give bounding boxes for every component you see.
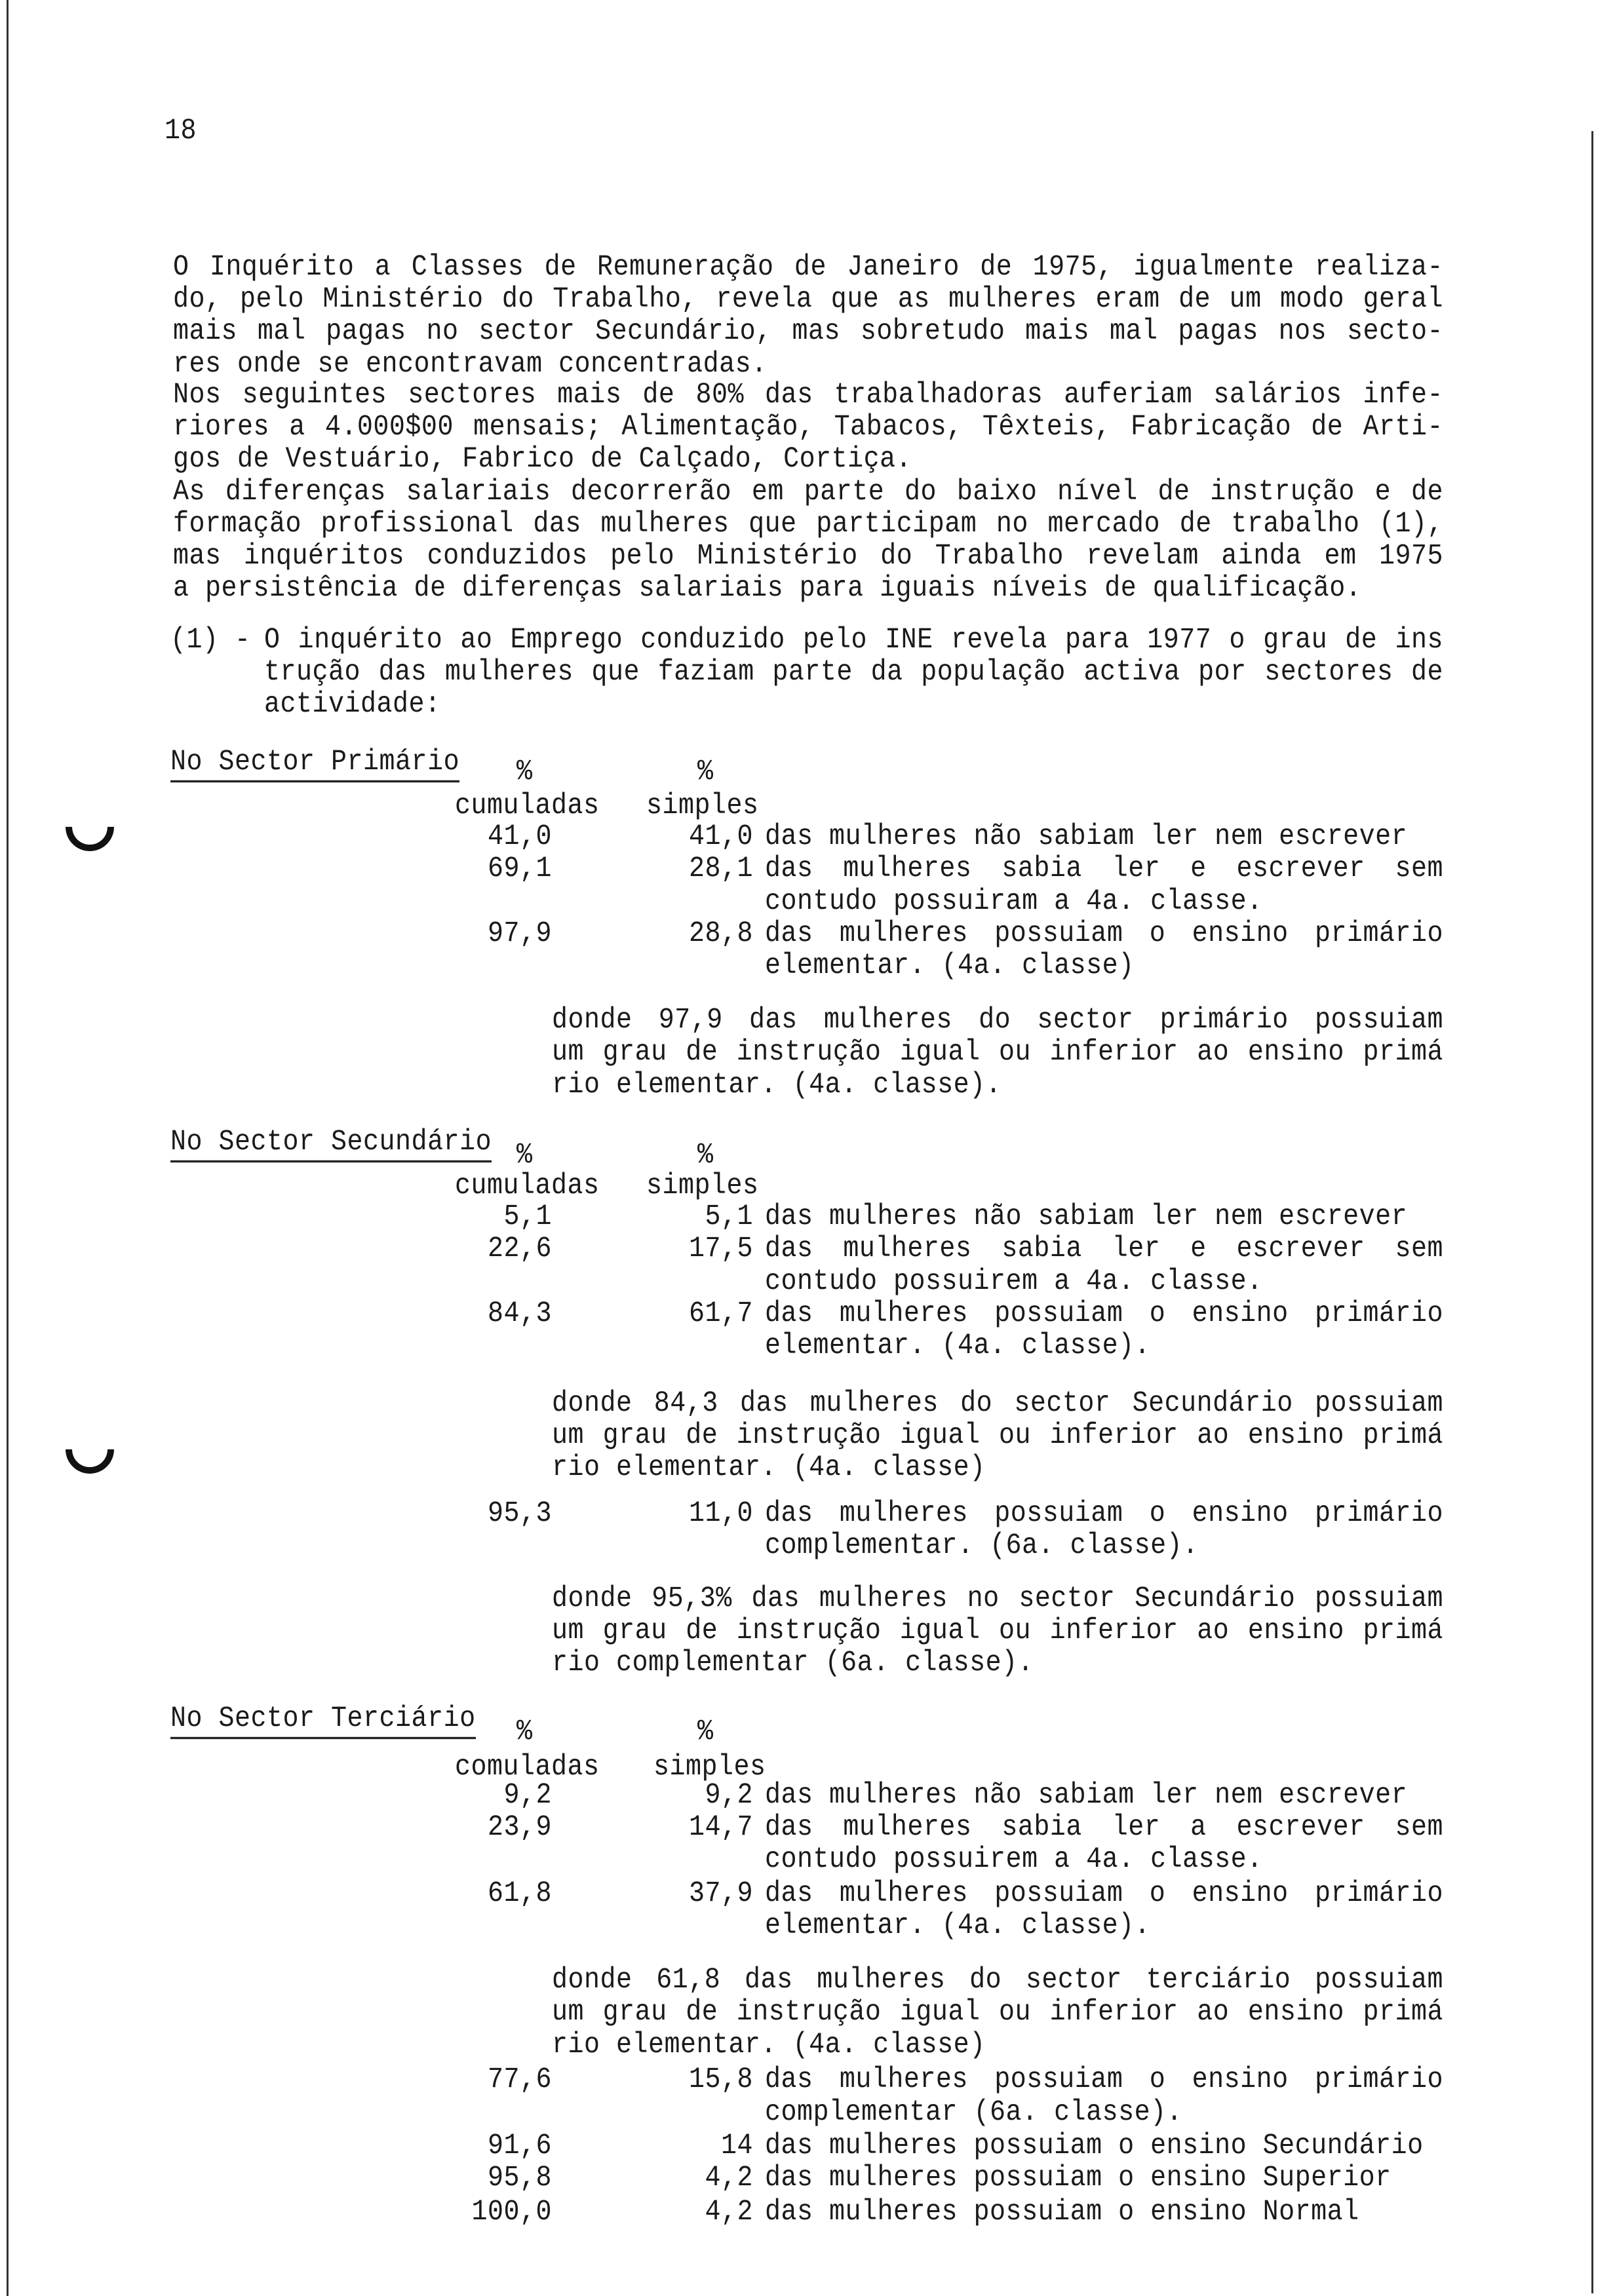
row-description: das mulheres possuiam o ensino primário (765, 1297, 1443, 1331)
paragraph-line: mais mal pagas no sector Secundário, mas sobretudo mais mal pagas nos secto- (173, 315, 1443, 349)
row-description: das mulheres sabia ler e escrever sem (765, 1233, 1443, 1266)
paragraph-line: mas inquéritos conduzidos pelo Ministério do Trabalho revelam ainda em 1975 (173, 540, 1443, 573)
cumulative-value: 95,8 (487, 2162, 552, 2195)
column-label-cumulative: cumuladas (455, 790, 600, 823)
paragraph-line: formação profissional das mulheres que participam no mercado de trabalho (1), (173, 508, 1443, 541)
column-label-simple: simples (646, 790, 759, 823)
cumulative-value: 100,0 (471, 2196, 552, 2229)
paragraph-line: O Inquérito a Classes de Remuneração de Janeiro de 1975, igualmente realiza- (173, 251, 1443, 284)
row-description: elementar. (4a. classe). (765, 1330, 1151, 1363)
conclusion-line: rio complementar (6a. classe). (552, 1647, 1034, 1680)
page-right-edge (1591, 131, 1593, 2293)
column-header-percent: % (516, 756, 533, 789)
simple-value: 37,9 (688, 1877, 753, 1911)
conclusion-line: um grau de instrução igual ou inferior ao ensino primá (552, 1996, 1443, 2029)
cumulative-value: 22,6 (487, 1233, 552, 1266)
row-description: das mulheres possuiam o ensino Secundário (765, 2130, 1424, 2163)
row-description: das mulheres possuiam o ensino primário (765, 1877, 1443, 1911)
row-description: das mulheres não sabiam ler nem escrever (765, 1200, 1408, 1234)
column-header-percent: % (697, 756, 714, 789)
row-description: contudo possuirem a 4a. classe. (765, 1843, 1263, 1877)
row-description: das mulheres possuiam o ensino Superior (765, 2162, 1391, 2195)
column-label-simple: simples (646, 1170, 759, 1203)
row-description: contudo possuiram a 4a. classe. (765, 885, 1263, 919)
row-description: das mulheres possuiam o ensino primário (765, 917, 1443, 951)
binder-hole-icon (56, 1415, 125, 1484)
simple-value: 28,8 (688, 917, 753, 951)
paragraph-line: do, pelo Ministério do Trabalho, revela que as mulheres eram de um modo geral (173, 283, 1443, 316)
simple-value: 28,1 (688, 852, 753, 886)
paragraph-line: riores a 4.000$00 mensais; Alimentação, Tabacos, Têxteis, Fabricação de Arti- (173, 411, 1443, 444)
conclusion-line: donde 97,9 das mulheres do sector primário possuiam (552, 1004, 1443, 1037)
column-header-percent: % (697, 1715, 714, 1749)
simple-value: 5,1 (705, 1200, 753, 1234)
simple-value: 9,2 (705, 1779, 753, 1812)
sector-heading: No Sector Terciário (170, 1702, 476, 1739)
simple-value: 14 (720, 2130, 753, 2163)
column-label-cumulative: cumuladas (455, 1170, 600, 1203)
cumulative-value: 41,0 (487, 820, 552, 854)
conclusion-line: rio elementar. (4a. classe) (552, 1451, 986, 1485)
row-description: das mulheres sabia ler a escrever sem (765, 1811, 1443, 1845)
cumulative-value: 84,3 (487, 1297, 552, 1331)
row-description: das mulheres não sabiam ler nem escrever (765, 1779, 1408, 1812)
row-description: das mulheres possuiam o ensino Normal (765, 2196, 1359, 2229)
cumulative-value: 95,3 (487, 1497, 552, 1531)
row-description: complementar (6a. classe). (765, 2096, 1183, 2130)
footnote-line: actividade: (264, 688, 441, 721)
simple-value: 61,7 (688, 1297, 753, 1331)
column-label-simple: simples (653, 1751, 766, 1784)
conclusion-line: donde 61,8 das mulheres do sector terciário possuiam (552, 1964, 1443, 1997)
binder-hole-icon (56, 793, 125, 862)
conclusion-line: rio elementar. (4a. classe). (552, 1069, 1002, 1102)
conclusion-line: um grau de instrução igual ou inferior ao ensino primá (552, 1036, 1443, 1069)
column-label-cumulative: comuladas (455, 1751, 600, 1784)
footnote-line: O inquérito ao Emprego conduzido pelo INE revela para 1977 o grau de ins (264, 624, 1443, 657)
cumulative-value: 9,2 (503, 1779, 552, 1812)
cumulative-value: 61,8 (487, 1877, 552, 1911)
footnote-marker: (1) - (170, 624, 251, 657)
simple-value: 4,2 (705, 2162, 753, 2195)
conclusion-line: donde 84,3 das mulheres do sector Secundário possuiam (552, 1387, 1443, 1421)
page-number: 18 (165, 115, 197, 148)
cumulative-value: 69,1 (487, 852, 552, 886)
simple-value: 41,0 (688, 820, 753, 854)
paragraph-line: a persistência de diferenças salariais para iguais níveis de qualificação. (173, 572, 1362, 605)
row-description: das mulheres possuiam o ensino primário (765, 1497, 1443, 1531)
paragraph-line: res onde se encontravam concentradas. (173, 348, 768, 381)
row-description: complementar. (6a. classe). (765, 1529, 1199, 1563)
simple-value: 11,0 (688, 1497, 753, 1531)
paragraph-line: gos de Vestuário, Fabrico de Calçado, Cortiça. (173, 443, 912, 476)
row-description: elementar. (4a. classe) (765, 949, 1135, 983)
cumulative-value: 77,6 (487, 2063, 552, 2097)
row-description: elementar. (4a. classe). (765, 1909, 1151, 1943)
cumulative-value: 91,6 (487, 2130, 552, 2163)
column-header-percent: % (516, 1139, 533, 1172)
sector-heading: No Sector Secundário (170, 1125, 492, 1162)
column-header-percent: % (516, 1715, 533, 1749)
cumulative-value: 23,9 (487, 1811, 552, 1845)
simple-value: 14,7 (688, 1811, 753, 1845)
paragraph-line: Nos seguintes sectores mais de 80% das trabalhadoras auferiam salários infe- (173, 379, 1443, 412)
page-left-edge (7, 0, 9, 2296)
conclusion-line: donde 95,3% das mulheres no sector Secundário possuiam (552, 1582, 1443, 1616)
column-header-percent: % (697, 1139, 714, 1172)
row-description: das mulheres sabia ler e escrever sem (765, 852, 1443, 886)
simple-value: 15,8 (688, 2063, 753, 2097)
row-description: contudo possuirem a 4a. classe. (765, 1265, 1263, 1299)
simple-value: 4,2 (705, 2196, 753, 2229)
footnote-line: trução das mulheres que faziam parte da população activa por sectores de (264, 656, 1443, 689)
cumulative-value: 97,9 (487, 917, 552, 951)
row-description: das mulheres não sabiam ler nem escrever (765, 820, 1408, 854)
simple-value: 17,5 (688, 1233, 753, 1266)
conclusion-line: rio elementar. (4a. classe) (552, 2029, 986, 2062)
cumulative-value: 5,1 (503, 1200, 552, 1234)
row-description: das mulheres possuiam o ensino primário (765, 2063, 1443, 2097)
paragraph-line: As diferenças salariais decorrerão em parte do baixo nível de instrução e de (173, 476, 1443, 509)
conclusion-line: um grau de instrução igual ou inferior ao ensino primá (552, 1419, 1443, 1453)
conclusion-line: um grau de instrução igual ou inferior ao ensino primá (552, 1615, 1443, 1648)
sector-heading: No Sector Primário (170, 745, 459, 782)
